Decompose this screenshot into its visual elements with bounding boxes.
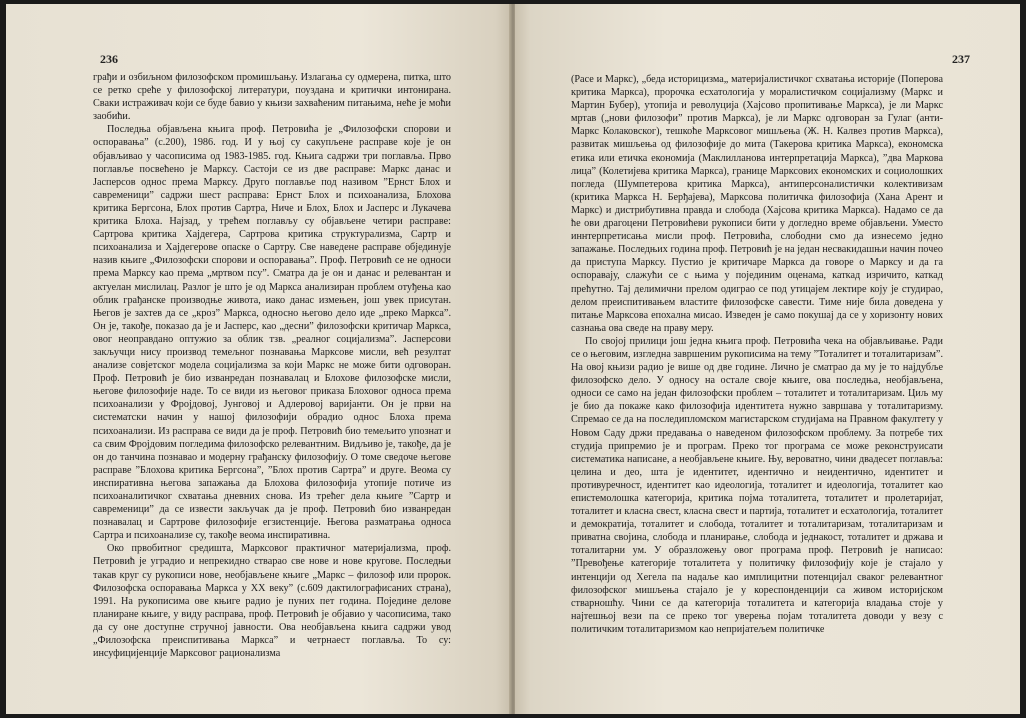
page-number-right: 237	[952, 52, 970, 66]
paragraph: Последња објављена књига проф. Петровића је „Филозофски спорови и оспоравања” (с.200), 1986. год. И у њој су сакупљене расправе које је он објављивао у часописима од 1983-1985. год. Књига садржи три поглавља. Прво поглавље посвећено је Марксу. Састоји се из две расправе: Маркс данас и Јасперсов однос према Марксу. Друго поглавље под називом ”Ернст Блох и савременици” садржи шест расправа: Ернст Блох и психоанализа, Блохова критика Бергсона, Блох против Сартра, Ниче и Блох, Блох и Јасперс и Лукачева критика Блоха. Најзад, у трећем поглављу су објављене четири расправе: Сартрова критика Хајдегера, Сартрова критика структурализма, Сартр и психоанализа и Хајдегерове опаске о Сартру. Све наведене расправе објединује назив књиге „Филозофски спорови и оспоравања”. Проф. Петровић се не односи према Марксу као према „мртвом псу”. Сматра да је он и данас и релевантан и актуелан мислилац. Разлог је што је од Маркса анализиран проблем отуђења као облик грађанске производње живота, иако данас измењен, још увек присутан. Његов је захтев да се „кроз” Маркса, односно његово дело иде „преко Маркса”. Он је, такође, показао да је и Јасперс, као „десни” филозофски критичар Маркса, овог неоправдано оптужио за облик тзв. „реалног социјализма”. Јасперсови закључци нису производ темељног познавања Марксове мисли, већ резултат анализе совјетског модела социјализма за који Маркс не може бити одговоран. Проф. Петровић је био изванредан познавалац и Блохове филозофске мисли, његове филозофије наде. То се види из његовог приказа Блоховог односа према психоанализи у Фројдовој, Јунговој и Адлеровој варијанти. Он је први на систематски начин у нашој филозофији обрадио однос Блоха према психоанализи. Из расправа се види да је проф. Петровић био темељито упознат и са свим Фројдовим погледима филозофско релевантним. Видљиво је, такође, да је он до танчина познавао и модерну грађанску филозофију. О томе сведоче његове расправе ”Блохова критика Бергсона”, ”Блох против Сартра” и друге. Веома су инспиративна његова запажања да Блохова филозофија утопије потиче из психоаналитичког схватања дневних снова. Из трећег дела књиге ”Сартр и савременици” да се извести закључак да је проф. Петровић био изванредан познавалац и Сартрове филозофије егзистенције. Његова разматрања односа Сартра и психоанализе су, такође веома инспиративна.	[93, 124, 451, 542]
left-page	[6, 4, 511, 714]
right-page	[515, 4, 1020, 714]
right-page-text	[571, 73, 943, 636]
paragraph: грађи и озбиљном филозофском промишљању. Излагања су одмерена, питка, што се ретко среће у филозофској литератури, поуздана и критички интонирана. Сваки истраживач који се буде бавио у књизи захваћеним питањима, неће је моћи заобићи.	[93, 72, 451, 123]
paragraph: (Расе и Маркс), „беда историцизма„ материјалистичког схватања историје (Поперова критика Маркса), пророчка есхатологија у моралистичком социјализму (Маркс и Мартин Бубер), утопија и револуција (Хајсово пропитивање Маркса), је ли Маркс мртав („нови филозофи” против Маркса), је ли Маркс одговоран за Гулаг (анти-Маркс Колаковског), тешкоће Марксовог мишљења (Ж. Н. Калвез против Маркса), развитак мишљења од филозофије до мита (Такерова критика Маркса), економска етика или етичка економија (Маклилланова интерпретација Маркса), ”два Маркова лица” (Колетијева критика Маркса), границе Марксових економских и социолошких погледа (Шумпетерова критика Маркса), антиперсоналистички колективизам (критика Маркса Н. Берђајева), Марксова политичка филозофија (Хана Арент и Маркс) и дистрибутивна правда и слобода (Хајсова критика Маркса). Надамо се да ће ови драгоцени Петровићеви рукописи бити у догледно време објављени. Уместо иннтерпретисања мисли проф. Петровића, слободни смо да изнесемо једно запажање. Последњих година проф. Петровић је на један несвакидашњи начин почео да приступа Марксу. Пустио је критичаре Маркса да говоре о Марксу и да га оспоравају, слажући се с њима у појединим оценама, каткад изричито, каткад прећутно. Тај делимични прелом одиграо се под утицајем лектире коју је студирао, делом преиспитивањем властите филозофске савести. Тиме није била доведена у питање Марксова епохална мисао. Изведен је само покушај да се у хоризонту нових сазнања ова сведе на праву меру.	[571, 74, 943, 334]
paragraph: По својој прилици још једна књига проф. Петровића чека на објављивање. Ради се о његовим, изгледна завршеним рукописима на тему ”Тоталитет и тоталитаризам”. На овој књизи радио је више од две године. Лично је сматрао да му је то најдубље филозофско дело. У односу на остале своје књиге, ова последња, необјављена, односи се само на један филозофски проблем – тоталитет и тоталитаризам. Циљ му је био да покаже како филозофија идентитета нужно завршава у тоталитаризму. Спремао се да на последипломском магистарском студијама на Правном факултету у Новом Саду држи предавања о наведеном филозофском проблему. За потребе тих студија припремио је и програм. Преко тог програма се може реконструисати систематика написане, а необјављене књиге. Њу, вероватно, чини двадесет поглавља: целина и део, шта је идентитет, идентично и неидентично, идентитет и противуречност, идентитет као идеологија, тоталитет и идеологија, тоталитет као епистемолошка категорија, критика појма тоталитета, тоталитет и пролетаријат, тоталитет и класна свест, класна свест и партија, тоталитет и есхатологија, тоталитет и демократија, тоталитет и слобода, тоталитет и тоталитаризам, тоталитаризам и приватна својина, слобода и планирање, слобода и једнакост, тоталитет и држава и тоталитарни ум. У образложењу овог програма проф. Петровић је написао: ”Превођење категорије тоталитета у политичку филозофију које је стајало у интенцији од Хегела па надаље као имплицитни потенцијал сваког релевантног филозофског мишљења стајало је у кореспонденцији са живом историјском стварношћу. Чини се да категорија тоталитета и категорија владања стоје у најтешњој вези па се преко тог уверења појам тоталитета доводи у везу с политичким тоталитаризмом као непријатељем политичке	[571, 335, 943, 635]
left-page-text	[93, 71, 451, 660]
paragraph: Око првобитног средишта, Марксовог практичног материјализма, проф. Петровић је уградио и непрекидно стварао све нове и нове кругове. Последњи такав круг су рукописи нове, необјављене књиге „Маркс – филозоф или пророк. Филозофска оспоравања Маркса у XX веку” (с.609 дактилографисаних страна), 1991. На рукописима ове књиге радио је пуних пет година. Поједине делове планиране књиге, у виду расправа, проф. Петровић је објавио у часописима, тако да су оне доступне стручној јавности. Ова необјављена књига садржи увод „Филозофска преиспитивања Маркса” и четрнаест поглавља. То су: инсуфицијенције Марксовог рационализма	[93, 543, 451, 660]
book-spread	[6, 4, 1020, 714]
page-number-left: 236	[100, 52, 118, 66]
